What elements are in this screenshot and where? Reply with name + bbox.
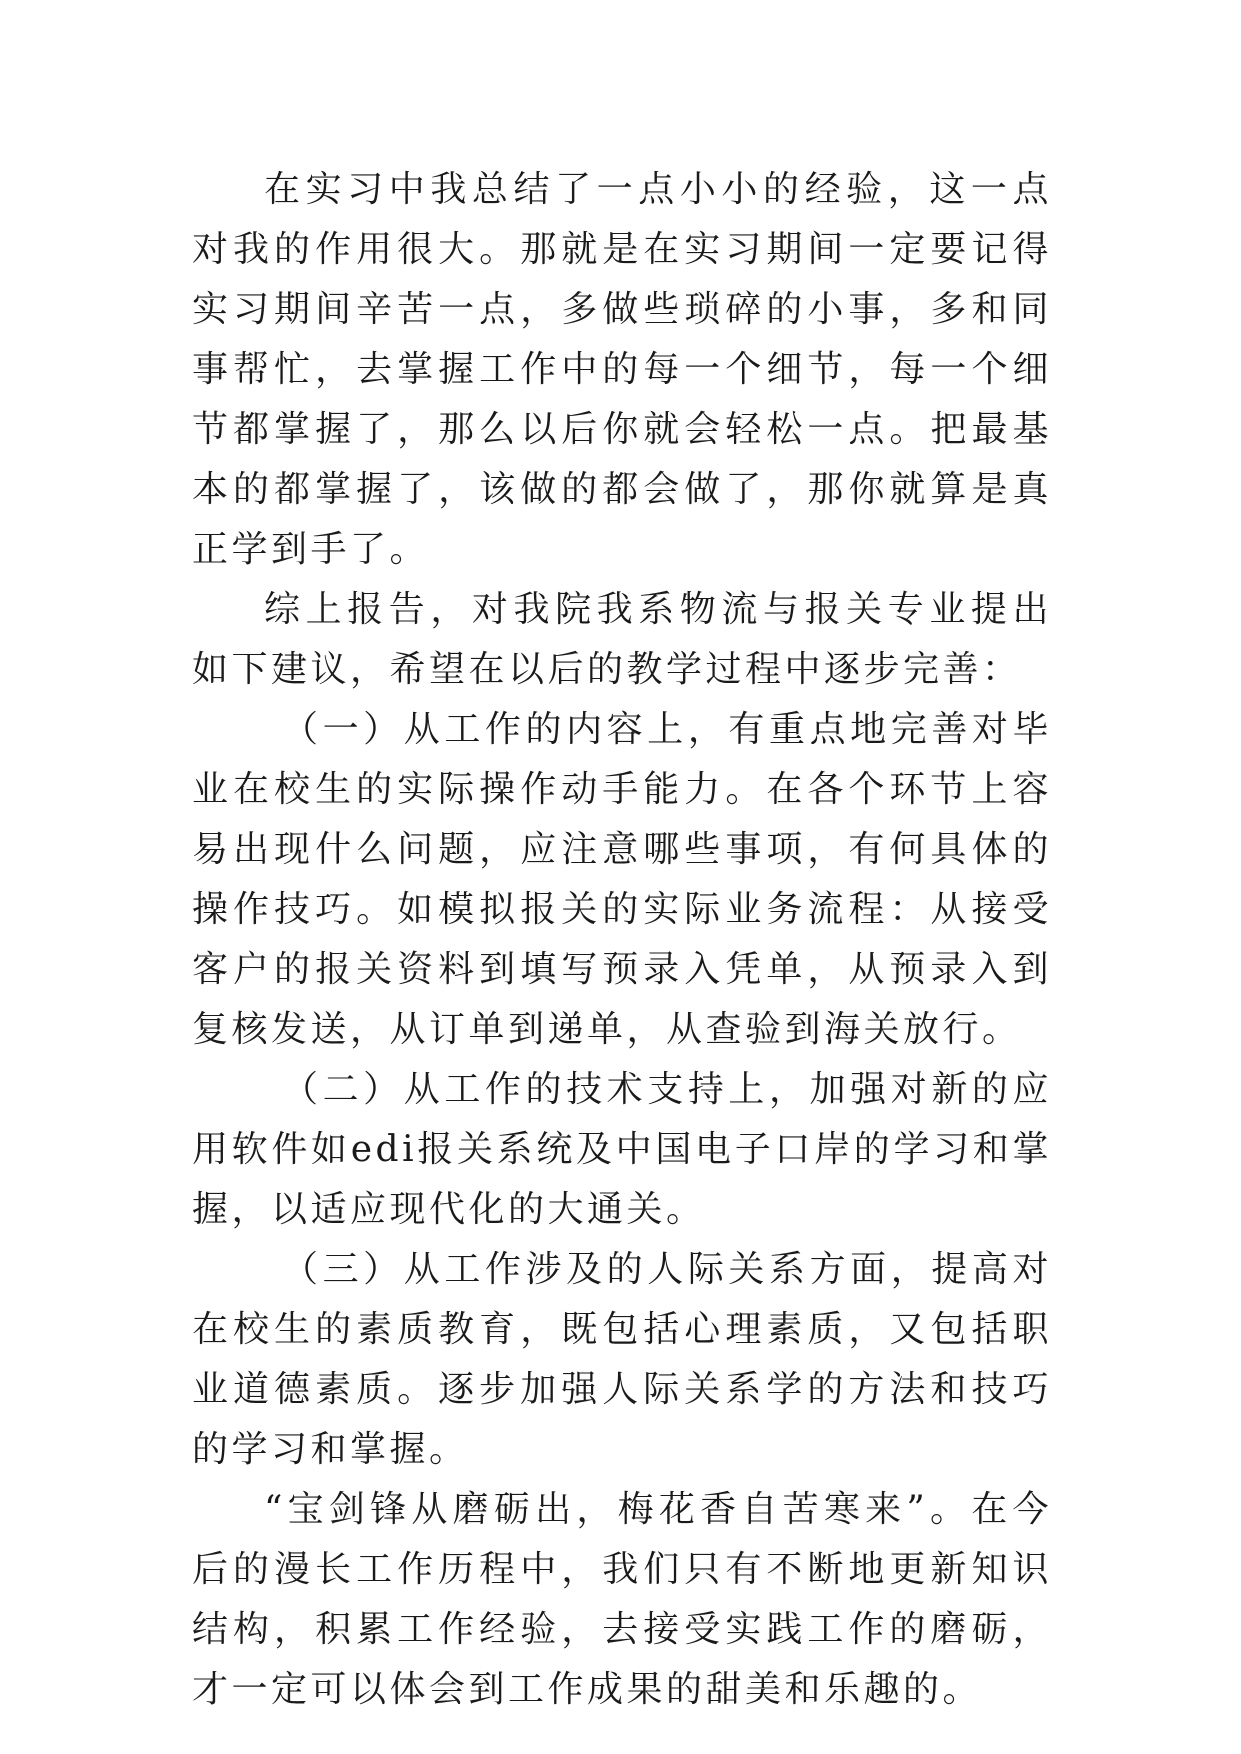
paragraph-suggestion-1: （一）从工作的内容上，有重点地完善对毕业在校生的实际操作动手能力。在各个环节上容易出现什么问题，应注意哪些事项，有何具体的操作技巧。如模拟报关的实际业务流程：从接受客户的报关资料到填写预录入凭单，从预录入到复核发送，从订单到递单，从查验到海关放行。 bbox=[192, 709, 1052, 1050]
paragraph-suggestions-intro: 综上报告，对我院我系物流与报关专业提出如下建议，希望在以后的教学过程中逐步完善： bbox=[192, 589, 1052, 690]
paragraph-suggestion-2: （二）从工作的技术支持上，加强对新的应用软件如edi报关系统及中国电子口岸的学习和掌握，以适应现代化的大通关。 bbox=[192, 1069, 1052, 1230]
paragraph-experience: 在实习中我总结了一点小小的经验，这一点对我的作用很大。那就是在实习期间一定要记得实习期间辛苦一点，多做些琐碎的小事，多和同事帮忙，去掌握工作中的每一个细节，每一个细节都掌握了，那么以后你就会轻松一点。把最基本的都掌握了，该做的都会做了，那你就算是真正学到手了。 bbox=[192, 169, 1052, 570]
paragraph-suggestion-3: （三）从工作涉及的人际关系方面，提高对在校生的素质教育，既包括心理素质，又包括职业道德素质。逐步加强人际关系学的方法和技巧的学习和掌握。 bbox=[192, 1249, 1052, 1470]
document-body bbox=[192, 160, 1052, 1720]
paragraph-conclusion: “宝剑锋从磨砺出，梅花香自苦寒来”。在今后的漫长工作历程中，我们只有不断地更新知识结构，积累工作经验，去接受实践工作的磨砺，才一定可以体会到工作成果的甜美和乐趣的。 bbox=[192, 1489, 1052, 1710]
